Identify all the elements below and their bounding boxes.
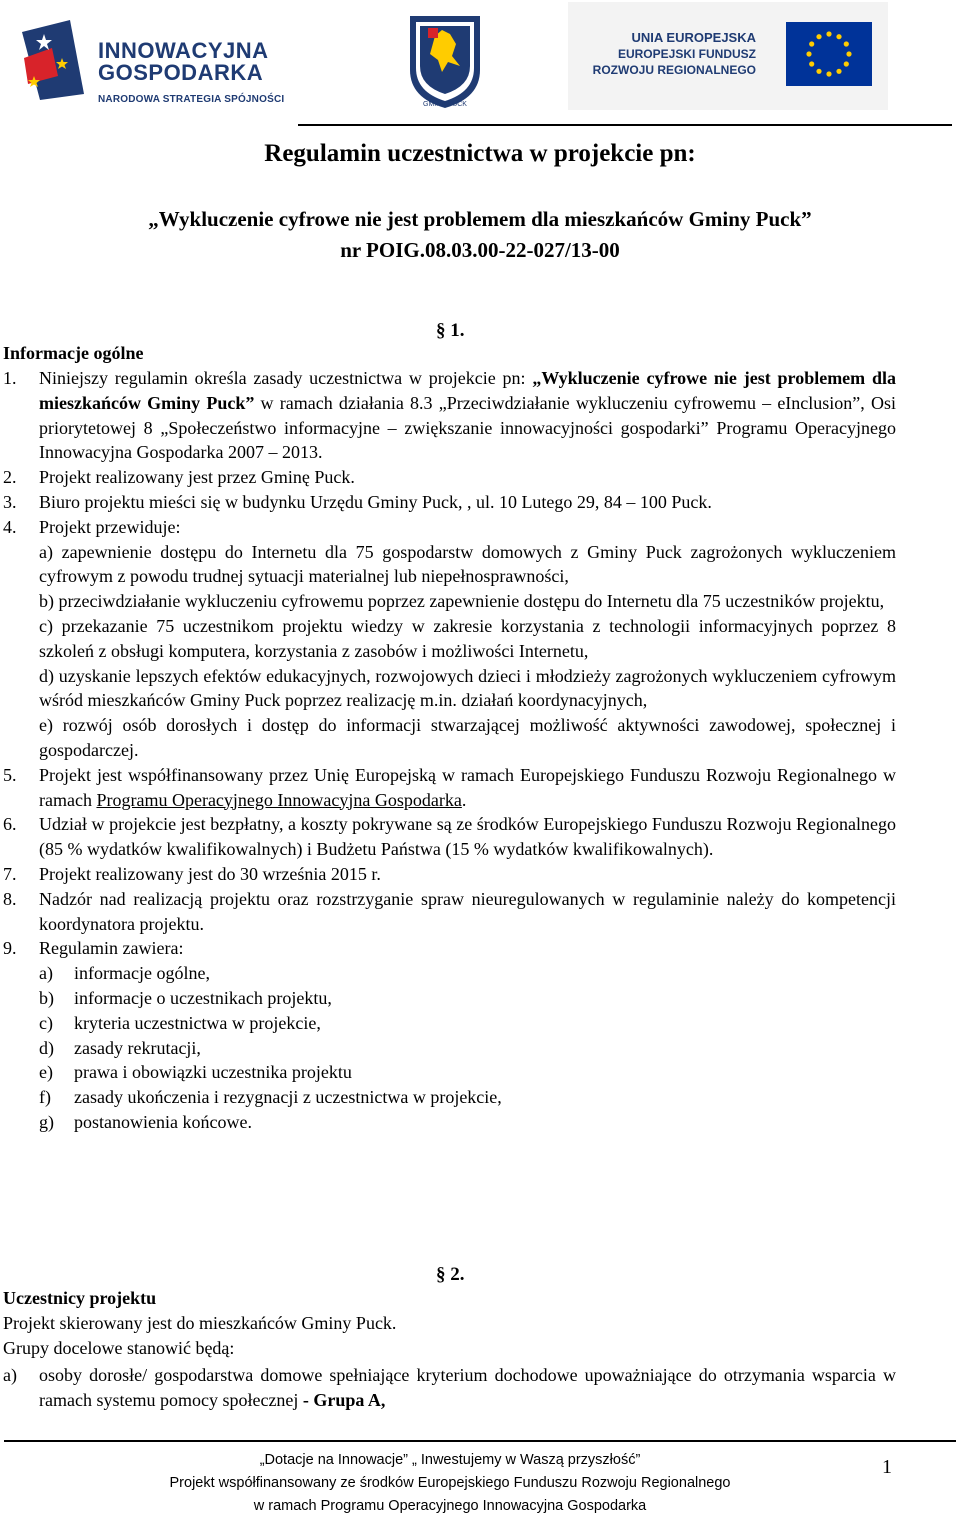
contents-item: [39, 1110, 896, 1135]
ig-logo-line1: INNOWACYJNA: [98, 38, 269, 63]
contents-text: postanowienia końcowe.: [74, 1111, 252, 1132]
contents-item: [39, 1060, 896, 1085]
item-number: a): [3, 1365, 17, 1385]
program-name-underlined: Programu Operacyjnego Innowacyjna Gospodarka: [96, 789, 462, 810]
contents-key: d): [39, 1037, 54, 1058]
target-group-list: [3, 1363, 896, 1413]
innowacyjna-gospodarka-logo: [18, 12, 298, 104]
footer-slogan: „Dotacje na Innowacje” „ Inwestujemy w Waszą przyszłość”: [259, 1452, 641, 1468]
contents-key: c): [39, 1012, 53, 1033]
sub-item-c: c) przekazanie 75 uczestnikom projektu wiedzy w zakresie korzystania z technologii informacyjnych poprzez 8 szkoleń z obsługi komputera, korzystania z zasobów i możliwości Internetu,: [39, 615, 896, 661]
contents-text: informacje o uczestnikach projektu,: [74, 987, 332, 1008]
project-name-inline: „Wykluczenie cyfrowe nie jest problemem dla mieszkańców Gminy Puck”: [39, 368, 896, 413]
section-2-line2: Grupy docelowe stanowić będą:: [3, 1338, 235, 1358]
section-1-title: Informacje ogólne: [3, 343, 144, 363]
section-2-title: Uczestnicy projektu: [3, 1288, 157, 1308]
page-number: 1: [882, 1456, 892, 1478]
footer-cofinancing: Projekt współfinansowany ze środków Europejskiego Funduszu Rozwoju Regionalnego: [169, 1475, 731, 1491]
list-item: [3, 887, 896, 937]
item-text: .: [461, 789, 467, 810]
contents-text: zasady ukończenia i rezygnacji z uczestnictwa w projekcie,: [74, 1087, 502, 1108]
crest-text: GMINA PUCK: [423, 101, 467, 108]
header-rule: [298, 124, 952, 126]
footer-rule: [4, 1440, 956, 1442]
contents-item: [39, 1085, 896, 1110]
item-text: Regulamin zawiera:: [39, 938, 184, 959]
footer-program: w ramach Programu Operacyjnego Innowacyjna Gospodarka: [253, 1498, 647, 1514]
contents-key: b): [39, 987, 54, 1008]
contents-key: e): [39, 1062, 53, 1083]
item-text: Biuro projektu mieści się w budynku Urzędu Gminy Puck, , ul. 10 Lutego 29, 84 – 100 Puck.: [39, 491, 712, 512]
list-item: [3, 936, 896, 1134]
eu-flag-icon: [786, 22, 872, 86]
sub-item-a: a) zapewnienie dostępu do Internetu dla 75 gospodarstw domowych z Gminy Puck zagrożonych wykluczeniem cyfrowym z powodu trudnej sytuacji materialnej lub niepełnosprawności,: [39, 541, 896, 587]
item-number: 8.: [3, 888, 17, 909]
section-1-list: [3, 366, 896, 1135]
group-label: - Grupa A,: [302, 1389, 386, 1410]
eu-logo-line1: UNIA EUROPEJSKA: [631, 30, 756, 45]
project-name: „Wykluczenie cyfrowe nie jest problemem dla mieszkańców Gminy Puck”: [148, 207, 812, 231]
project-number: nr POIG.08.03.00-22-027/13-00: [340, 238, 620, 262]
list-item: [3, 862, 896, 887]
section-2-line1: Projekt skierowany jest do mieszkańców Gminy Puck.: [3, 1313, 397, 1333]
page-footer: [0, 1440, 960, 1519]
contents-item: [39, 961, 896, 986]
item-number: 9.: [3, 938, 17, 959]
item-text: osoby dorosłe/ gospodarstwa domowe spełniające kryterium dochodowe upoważniające do otrzymania wsparcia w ramach systemu pomocy społecznej: [39, 1365, 896, 1410]
sub-item-b: b) przeciwdziałanie wykluczeniu cyfrowemu poprzez zapewnienie dostępu do Internetu dla 75 uczestników projektu,: [39, 591, 885, 612]
list-item: [3, 763, 896, 813]
item-number: 2.: [3, 467, 17, 488]
list-item: [3, 812, 896, 862]
contents-item: [39, 986, 896, 1011]
item-number: 1.: [3, 368, 17, 388]
section-1-mark: § 1.: [436, 320, 465, 341]
contents-key: g): [39, 1111, 54, 1132]
list-item: [3, 1363, 896, 1413]
list-item: [3, 465, 896, 490]
eu-logo: [568, 2, 888, 110]
item-text: Projekt realizowany jest do 30 września 2015 r.: [39, 863, 381, 884]
document-title: Regulamin uczestnictwa w projekcie pn:: [264, 140, 696, 167]
contents-key: f): [39, 1087, 51, 1108]
item-text: w ramach działania 8.3 „Przeciwdziałanie wykluczeniu cyfrowemu – eInclusion”, Osi priorytetowej 8 „Społeczeństwo informacyjne – zwiększanie innowacyjności gospodarki” Programu Operacyjnego Innowacyjna Gospodarka 2007 – 2013.: [39, 392, 896, 463]
section-2-mark: § 2.: [436, 1264, 465, 1285]
ig-logo-mark-icon: [18, 18, 90, 102]
list-item: [3, 366, 896, 465]
eu-logo-text: [586, 30, 756, 78]
item-text: Projekt przewiduje:: [39, 516, 181, 537]
item-text: Niniejszy regulamin określa zasady uczestnictwa w projekcie pn:: [39, 368, 533, 388]
contents-text: informacje ogólne,: [74, 963, 210, 984]
contents-text: prawa i obowiązki uczestnika projektu: [74, 1062, 352, 1083]
item-text: Nadzór nad realizacją projektu oraz rozstrzyganie spraw nieuregulowanych w regulaminie należy do kompetencji koordynatora projektu.: [39, 888, 896, 934]
list-item: [3, 490, 896, 515]
contents-text: zasady rekrutacji,: [74, 1037, 201, 1058]
sub-item-d: d) uzyskanie lepszych efektów edukacyjnych, rozwojowych dzieci i młodzieży zagrożonych wykluczeniem cyfrowym wśród mieszkańców Gminy Puck poprzez realizację m.in. działań koordynacyjnych,: [39, 665, 896, 711]
item-number: 6.: [3, 814, 17, 835]
contents-item: [39, 1011, 896, 1036]
item-text: Projekt realizowany jest przez Gminę Puck.: [39, 467, 355, 488]
page-header: [0, 0, 960, 112]
item-number: 3.: [3, 491, 17, 512]
item-number: 5.: [3, 764, 17, 785]
contents-item: [39, 1036, 896, 1061]
item-text: Projekt jest współfinansowany przez Unię Europejską w ramach Europejskiego Funduszu Rozwoju Regionalnego w ramach: [39, 764, 896, 810]
eu-logo-line3: ROZWOJU REGIONALNEGO: [592, 63, 756, 77]
ig-logo-title: [98, 40, 269, 84]
list-item: [3, 515, 896, 763]
ig-logo-line2: GOSPODARKA: [98, 60, 264, 85]
sub-item-e: e) rozwój osób dorosłych i dostęp do informacji stwarzającej możliwość aktywności zawodowej, społecznej i gospodarczej.: [39, 715, 896, 760]
contents-text: kryteria uczestnictwa w projekcie,: [74, 1012, 321, 1033]
regulation-contents-list: [39, 961, 896, 1135]
item-number: 4.: [3, 516, 17, 537]
ig-logo-subtitle: NARODOWA STRATEGIA SPÓJNOŚCI: [98, 94, 285, 105]
gmina-puck-crest-icon: [390, 10, 500, 110]
item-number: 7.: [3, 863, 17, 884]
item-text: Udział w projekcie jest bezpłatny, a koszty pokrywane są ze środków Europejskiego Funduszu Rozwoju Regionalnego (85 % wydatków kwalifikowalnych) i Budżetu Państwa (15 % wydatków kwalifikowalnych).: [39, 814, 896, 860]
eu-logo-line2: EUROPEJSKI FUNDUSZ: [617, 47, 756, 61]
contents-key: a): [39, 963, 53, 984]
